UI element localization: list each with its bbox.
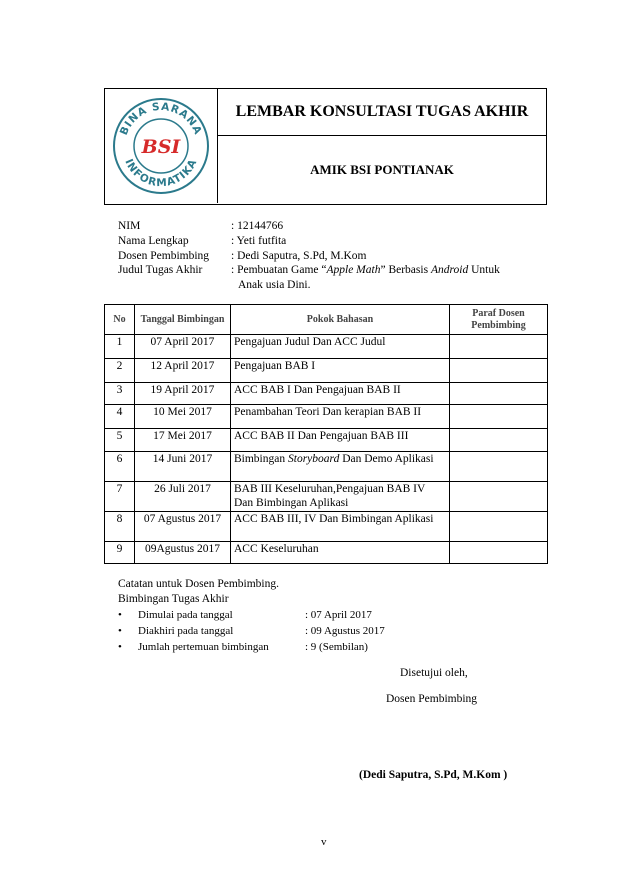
row-no: 8 (105, 512, 135, 542)
row-no: 5 (105, 429, 135, 452)
thesis-value (231, 264, 500, 276)
bullet-icon: • (118, 625, 122, 637)
table-row (105, 405, 548, 429)
table-row (105, 452, 548, 482)
nim-value: : 12144766 (231, 220, 284, 232)
row-topic: ACC BAB III, IV Dan Bimbingan Aplikasi (231, 512, 450, 542)
thesis-label: Judul Tugas Akhir (118, 264, 203, 276)
row-topic: BAB III Keseluruhan,Pengajuan BAB IV Dan Bimbingan Aplikasi (231, 482, 450, 512)
row-topic: ACC BAB I Dan Pengajuan BAB II (231, 383, 450, 405)
row-topic: Penambahan Teori Dan kerapian BAB II (231, 405, 450, 429)
row-topic: ACC BAB II Dan Pengajuan BAB III (231, 429, 450, 452)
approval-label: Disetujui oleh, (400, 667, 468, 679)
row-date: 09Agustus 2017 (135, 542, 231, 564)
row-signature (450, 542, 548, 564)
row-topic-part: Dan Demo Aplikasi (339, 453, 434, 465)
logo-text-top: BINA SARANA (117, 100, 205, 137)
row-date: 17 Mei 2017 (135, 429, 231, 452)
bullet-label: Dimulai pada tanggal (138, 609, 233, 621)
advisor-label: Dosen Pembimbing (118, 250, 210, 262)
row-no: 2 (105, 359, 135, 383)
row-no: 4 (105, 405, 135, 429)
thesis-suffix: Untuk (468, 264, 500, 276)
row-signature (450, 512, 548, 542)
bullet-value: : 07 April 2017 (305, 609, 372, 621)
header-date: Tanggal Bimbingan (135, 305, 231, 335)
row-date: 07 April 2017 (135, 335, 231, 359)
row-signature (450, 429, 548, 452)
institution-name: AMIK BSI PONTIANAK (310, 162, 454, 177)
logo-cell (105, 89, 218, 203)
thesis-platform: Android (430, 264, 469, 276)
nim-label: NIM (118, 220, 141, 232)
bullet-label: Jumlah pertemuan bimbingan (138, 641, 269, 653)
row-date: 19 April 2017 (135, 383, 231, 405)
row-no: 3 (105, 383, 135, 405)
advisor-value: : Dedi Saputra, S.Pd, M.Kom (231, 250, 367, 262)
row-no: 6 (105, 452, 135, 482)
row-topic: ACC Keseluruhan (231, 542, 450, 564)
row-topic: Pengajuan Judul Dan ACC Judul (231, 335, 450, 359)
row-date: 07 Agustus 2017 (135, 512, 231, 542)
notes-heading: Catatan untuk Dosen Pembimbing. (118, 578, 279, 590)
thesis-prefix: : Pembuatan Game “ (231, 264, 327, 276)
advisor-signature-name: (Dedi Saputra, S.Pd, M.Kom ) (359, 769, 508, 781)
bullet-label: Diakhiri pada tanggal (138, 625, 234, 637)
name-label: Nama Lengkap (118, 235, 189, 247)
logo-text-bottom: INFORMATIKA (122, 156, 200, 190)
thesis-mid: ” Berbasis (380, 264, 431, 276)
table-row (105, 542, 548, 564)
table-row (105, 383, 548, 405)
thesis-line2: Anak usia Dini. (238, 279, 311, 291)
bullet-icon: • (118, 641, 122, 653)
row-no: 1 (105, 335, 135, 359)
row-date: 26 Juli 2017 (135, 482, 231, 512)
bullet-icon: • (118, 609, 122, 621)
page-number: v (321, 836, 327, 848)
row-topic-part: Bimbingan (234, 453, 288, 465)
row-signature (450, 452, 548, 482)
bsi-logo-icon (111, 96, 211, 196)
header-no: No (105, 305, 135, 335)
form-title: LEMBAR KONSULTASI TUGAS AKHIR (218, 89, 546, 136)
table-row (105, 359, 548, 383)
row-signature (450, 359, 548, 383)
consultation-table (104, 304, 548, 564)
bullet-value: : 9 (Sembilan) (305, 641, 368, 653)
row-topic: Pengajuan BAB I (231, 359, 450, 383)
row-signature (450, 405, 548, 429)
row-signature (450, 383, 548, 405)
name-value: : Yeti futfita (231, 235, 287, 247)
table-row (105, 335, 548, 359)
header-signature: Paraf Dosen Pembimbing (450, 305, 548, 335)
header-topic: Pokok Bahasan (231, 305, 450, 335)
bullet-value: : 09 Agustus 2017 (305, 625, 385, 637)
row-date: 12 April 2017 (135, 359, 231, 383)
row-signature (450, 335, 548, 359)
logo-mark: BSI (141, 136, 181, 158)
row-no: 9 (105, 542, 135, 564)
row-topic-emphasis: Storyboard (288, 453, 340, 465)
header-box (104, 88, 547, 205)
row-date: 10 Mei 2017 (135, 405, 231, 429)
table-row (105, 429, 548, 452)
table-row (105, 482, 548, 512)
row-date: 14 Juni 2017 (135, 452, 231, 482)
notes-subheading: Bimbingan Tugas Akhir (118, 593, 229, 605)
table-row (105, 512, 548, 542)
row-topic (231, 452, 450, 482)
row-no: 7 (105, 482, 135, 512)
table-header-row (105, 305, 548, 335)
advisor-role: Dosen Pembimbing (386, 693, 478, 705)
thesis-app: Apple Math (326, 264, 381, 276)
row-signature (450, 482, 548, 512)
